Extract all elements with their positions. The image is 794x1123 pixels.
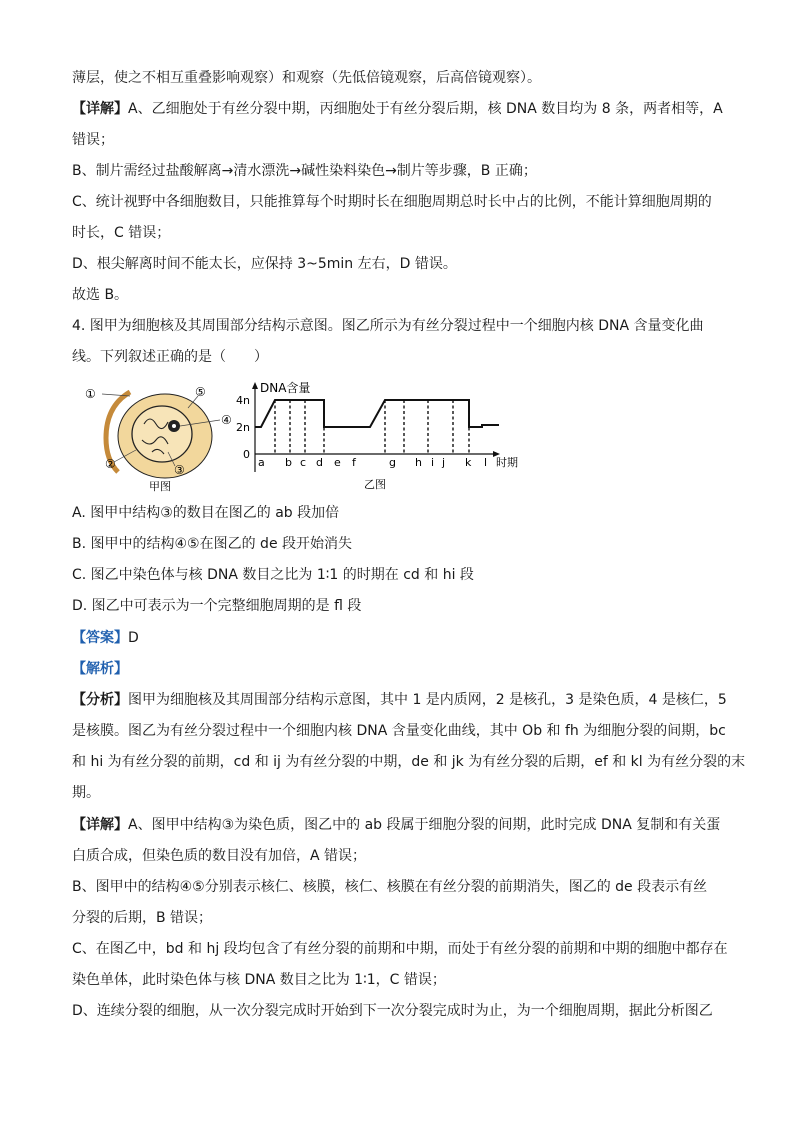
text-line <box>72 815 722 835</box>
text-line: 时长，C 错误； <box>72 225 171 241</box>
y-axis-title: DNA含量 <box>260 381 311 395</box>
detail-tag: 【详解】 <box>72 817 128 833</box>
detail-text: A、乙细胞处于有丝分裂中期，丙细胞处于有丝分裂后期，核 DNA 数目均为 8 条，两者相等，A <box>128 101 723 117</box>
x-tick-b: b <box>285 456 292 469</box>
label-1: ① <box>85 387 96 401</box>
text-line <box>72 99 722 119</box>
figure <box>72 380 532 492</box>
question-stem: 线。下列叙述正确的是（ ） <box>72 349 268 365</box>
x-tick-e: e <box>334 456 341 469</box>
question-stem: 4. 图甲为细胞核及其周围部分结构示意图。图乙所示为有丝分裂过程中一个细胞内核 DNA 含量变化曲 <box>72 318 704 334</box>
detail-tag: 【详解】 <box>72 101 128 117</box>
text-line: 和 hi 为有丝分裂的前期，cd 和 ij 为有丝分裂的中期，de 和 jk 为有丝分裂的后期，ef 和 kl 为有丝分裂的末 <box>72 754 746 770</box>
answer-tag: 【答案】 <box>72 630 128 646</box>
text-line <box>72 690 727 710</box>
label-5: ⑤ <box>195 385 206 399</box>
x-tick-d: d <box>316 456 323 469</box>
y-tick-2n: 2n <box>236 421 250 434</box>
x-tick-a: a <box>258 456 265 469</box>
text-line: 白质合成，但染色质的数目没有加倍，A 错误； <box>72 848 367 864</box>
text-line: D、根尖解离时间不能太长，应保持 3~5min 左右，D 错误。 <box>72 256 457 272</box>
text-line: 染色单体，此时染色体与核 DNA 数目之比为 1∶1，C 错误； <box>72 972 446 988</box>
text-line: 分裂的后期，B 错误； <box>72 910 213 926</box>
text-line: B、图甲中的结构④⑤分别表示核仁、核膜，核仁、核膜在有丝分裂的前期消失，图乙的 de 段表示有丝 <box>72 879 708 895</box>
text-line: D、连续分裂的细胞，从一次分裂完成时开始到下一次分裂完成时为止，为一个细胞周期，据此分析图乙 <box>72 1003 713 1019</box>
answer-line <box>72 628 722 648</box>
text-line: C、统计视野中各细胞数目，只能推算每个时期时长在细胞周期总时长中占的比例，不能计算细胞周期的 <box>72 194 712 210</box>
x-axis-title: 时期 <box>496 456 518 469</box>
detail-text: A、图甲中结构③为染色质，图乙中的 ab 段属于细胞分裂的间期，此时完成 DNA 复制和有关蛋 <box>128 817 721 833</box>
text-line: 期。 <box>72 785 100 801</box>
figure-caption-yi: 乙图 <box>364 478 386 491</box>
analysis-text: 图甲为细胞核及其周围部分结构示意图，其中 1 是内质网，2 是核孔，3 是染色质，4 是核仁，5 <box>128 692 727 708</box>
x-tick-i: i <box>431 456 435 469</box>
label-2: ② <box>105 457 116 471</box>
option-a: A. 图甲中结构③的数目在图乙的 ab 段加倍 <box>72 505 340 521</box>
label-4: ④ <box>221 413 232 427</box>
nucleus-membrane <box>132 406 192 462</box>
x-tick-j: j <box>442 456 446 469</box>
analysis-sub-tag: 【分析】 <box>72 692 128 708</box>
analysis-heading <box>72 659 722 679</box>
x-tick-g: g <box>389 456 396 469</box>
text-line: 是核膜。图乙为有丝分裂过程中一个细胞内核 DNA 含量变化曲线，其中 Ob 和 fh 为细胞分裂的间期，bc <box>72 723 726 739</box>
option-d: D. 图乙中可表示为一个完整细胞周期的是 fl 段 <box>72 598 362 614</box>
figure-caption-jia: 甲图 <box>149 480 171 492</box>
x-tick-h: h <box>415 456 422 469</box>
text-line: 错误； <box>72 132 114 148</box>
analysis-tag: 【解析】 <box>72 661 128 677</box>
text-line: B、制片需经过盐酸解离→清水漂洗→碱性染料染色→制片等步骤，B 正确； <box>72 163 537 179</box>
cell-diagram <box>102 392 220 478</box>
x-tick-k: k <box>465 456 472 469</box>
x-tick-c: c <box>300 456 307 469</box>
x-tick-f: f <box>352 456 356 469</box>
text-line: 故选 B。 <box>72 287 129 303</box>
text-line: 薄层，使之不相互重叠影响观察）和观察（先低倍镜观察，后高倍镜观察）。 <box>72 70 541 86</box>
label-3: ③ <box>174 463 185 477</box>
answer-value: D <box>128 630 139 646</box>
y-tick-4n: 4n <box>236 394 250 407</box>
y-tick-0: 0 <box>243 448 250 461</box>
x-tick-l: l <box>484 456 488 469</box>
option-c: C. 图乙中染色体与核 DNA 数目之比为 1∶1 的时期在 cd 和 hi 段 <box>72 567 474 583</box>
option-b: B. 图甲中的结构④⑤在图乙的 de 段开始消失 <box>72 536 353 552</box>
text-line: C、在图乙中，bd 和 hj 段均包含了有丝分裂的前期和中期，而处于有丝分裂的前期和中期的细胞中都存在 <box>72 941 728 957</box>
